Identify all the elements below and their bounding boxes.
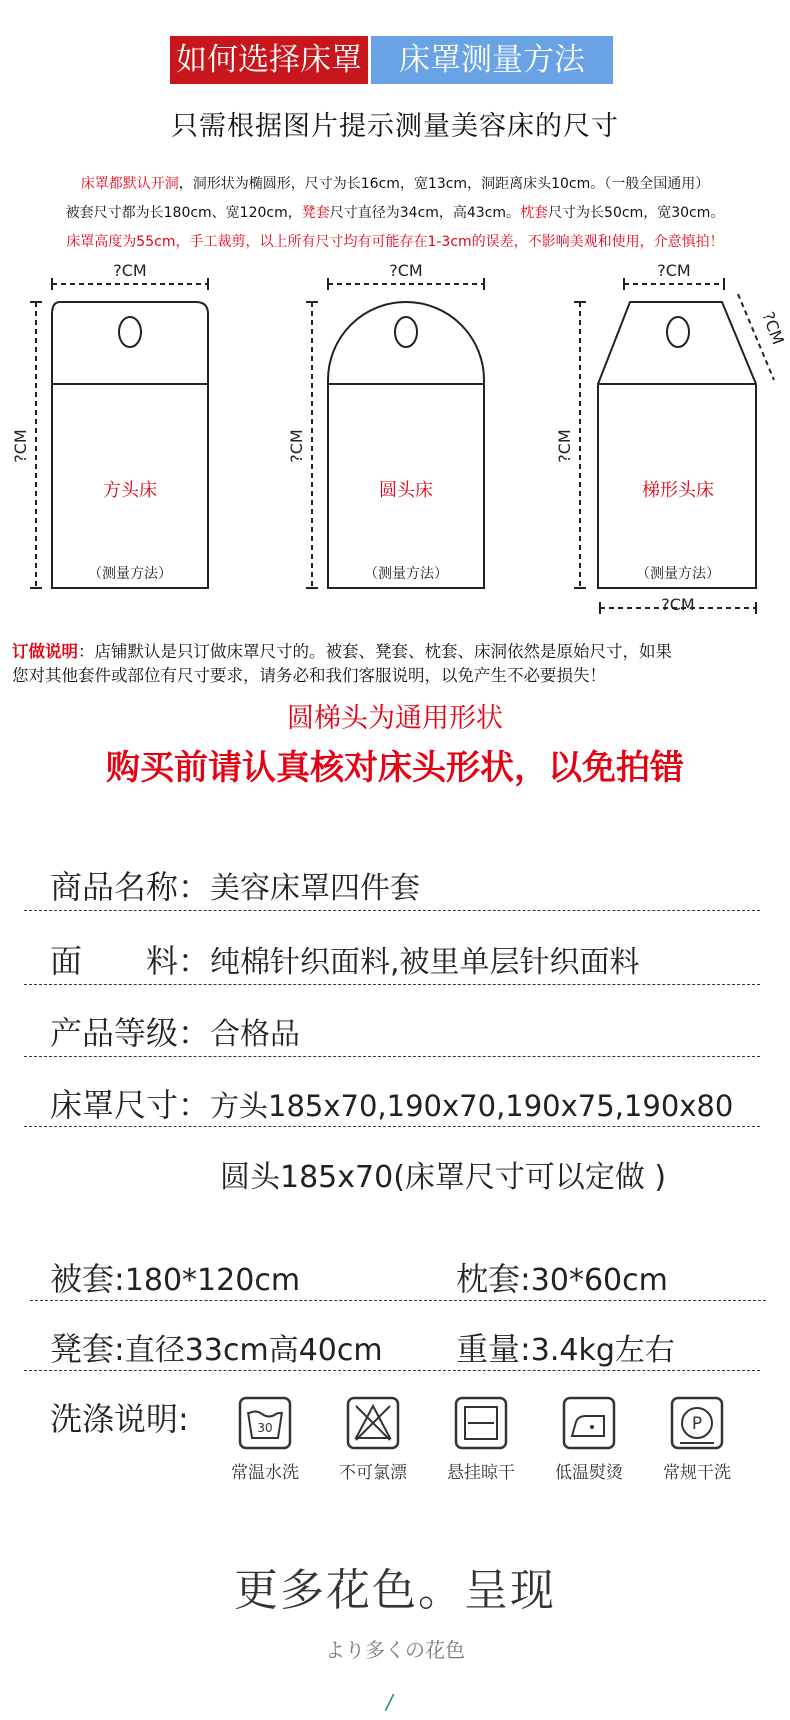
line-dry-icon bbox=[454, 1396, 508, 1454]
note-line-1-text: ，洞形状为椭圆形，尺寸为长16cm，宽13cm，洞距离床头10cm。（一般全国通用） bbox=[178, 176, 710, 192]
spec-size-value-2 bbox=[220, 1152, 666, 1196]
spec-size bbox=[50, 1080, 733, 1126]
spec-grade bbox=[50, 1008, 300, 1054]
spec-weight bbox=[456, 1324, 675, 1370]
note-line-1-highlight: 床罩都默认开洞 bbox=[80, 176, 179, 192]
bed1-width-label: ?CM bbox=[113, 261, 147, 280]
no-bleach-icon bbox=[346, 1396, 400, 1454]
note-line-2-stool: 凳套 bbox=[301, 205, 330, 221]
low-iron-icon bbox=[562, 1396, 616, 1454]
header-tabs bbox=[170, 36, 613, 84]
note-line-2 bbox=[0, 202, 790, 222]
note-line-2-pillow: 枕套 bbox=[520, 205, 549, 221]
page-subtitle: 只需根据图片提示测量美容床的尺寸 bbox=[171, 111, 619, 142]
tab-how-to-choose: 如何选择床罩 bbox=[170, 36, 368, 84]
wash-label-4: 低温熨烫 bbox=[555, 1463, 623, 1483]
spec-pillow bbox=[456, 1254, 668, 1300]
more-colors-subtitle: より多くの花色 bbox=[325, 1638, 465, 1662]
square-bed-shape bbox=[52, 302, 208, 588]
wash-temp-text: 30 bbox=[257, 1421, 273, 1435]
bed-diagrams bbox=[0, 256, 790, 626]
order-text-1: ：店铺默认是只订做床罩尺寸的。被套、凳套、枕套、床洞依然是原始尺寸，如果 bbox=[78, 642, 672, 661]
spec-duvet bbox=[50, 1254, 300, 1300]
spec-grade-label: 产品等级： bbox=[50, 1014, 211, 1052]
note-line-2-c: 尺寸直径为34cm，高43cm。 bbox=[329, 205, 521, 221]
general-shape-note: 圆梯头为通用形状 bbox=[287, 703, 503, 734]
divider bbox=[24, 1370, 760, 1371]
round-bed-hole bbox=[395, 317, 417, 347]
bed2-height-label: ?CM bbox=[287, 429, 306, 463]
divider bbox=[30, 1300, 766, 1301]
spec-duvet-label: 被套: bbox=[50, 1260, 125, 1298]
spec-fabric bbox=[50, 936, 640, 982]
divider bbox=[24, 910, 760, 911]
bed3-height-label: ?CM bbox=[555, 429, 574, 463]
note-line-2-e: 尺寸为长50cm，宽30cm。 bbox=[548, 205, 725, 221]
bed3-method: （测量方法） bbox=[636, 566, 720, 582]
wash-label-3: 悬挂晾干 bbox=[447, 1463, 515, 1483]
bed1-method: （测量方法） bbox=[88, 566, 172, 582]
bed3-slant-label: ?CM bbox=[758, 309, 788, 348]
note-line-3: 床罩高度为55cm，手工裁剪，以上所有尺寸均有可能存在1-3cm的误差，不影响美观和使用，介意慎拍！ bbox=[66, 234, 724, 250]
divider bbox=[24, 1126, 760, 1127]
more-colors-title: 更多花色。呈现 bbox=[234, 1565, 556, 1616]
wash-label-1: 常温水洗 bbox=[231, 1463, 299, 1483]
bed2-name: 圆头床 bbox=[379, 480, 433, 501]
tab-measure-method: 床罩测量方法 bbox=[371, 36, 613, 84]
wash-30-icon bbox=[238, 1396, 292, 1454]
bed1-height-label: ?CM bbox=[11, 429, 30, 463]
bed3-name: 梯形头床 bbox=[642, 480, 714, 501]
spec-fabric-value: 纯棉针织面料,被里单层针织面料 bbox=[210, 945, 640, 980]
order-notice bbox=[12, 640, 782, 688]
order-text-2: 您对其他套件或部位有尺寸要求，请务必和我们客服说明，以免产生不必要损失！ bbox=[12, 666, 606, 685]
divider bbox=[24, 984, 760, 985]
bed3-bottom-width-label: ?CM bbox=[661, 595, 695, 614]
trapezoid-bed-shape bbox=[598, 302, 756, 588]
spec-size-value-2-text: 圆头185x70(床罩尺寸可以定做 ) bbox=[220, 1160, 667, 1195]
spec-stool-value: 直径33cm高40cm bbox=[124, 1333, 383, 1368]
spec-name-label: 商品名称： bbox=[50, 868, 211, 906]
spec-size-value: 方头185x70,190x70,190x75,190x80 bbox=[210, 1089, 734, 1123]
dry-clean-letter: P bbox=[691, 1414, 703, 1434]
divider bbox=[24, 1056, 760, 1057]
spec-duvet-value: 180*120cm bbox=[124, 1263, 301, 1298]
wash-label-5: 常规干洗 bbox=[663, 1463, 731, 1483]
spec-fabric-label: 面 料： bbox=[50, 942, 211, 980]
dry-clean-icon bbox=[670, 1396, 724, 1454]
washing-title: 洗涤说明: bbox=[50, 1400, 189, 1438]
bed-diagrams-svg bbox=[0, 256, 790, 626]
spec-name-value: 美容床罩四件套 bbox=[210, 871, 421, 906]
bed3-width-label: ?CM bbox=[657, 261, 691, 280]
spec-size-label: 床罩尺寸： bbox=[50, 1086, 211, 1124]
note-line-2-a: 被套尺寸都为长180cm、宽120cm， bbox=[65, 205, 302, 221]
spec-pillow-value: 30*60cm bbox=[530, 1263, 668, 1298]
bed2-method: （测量方法） bbox=[364, 566, 448, 582]
trapezoid-bed-hole bbox=[667, 317, 689, 347]
spec-grade-value: 合格品 bbox=[210, 1017, 301, 1052]
order-label: 订做说明 bbox=[12, 642, 78, 661]
bed1-name: 方头床 bbox=[103, 480, 157, 501]
square-bed-hole bbox=[119, 317, 141, 347]
spec-weight-label: 重量: bbox=[456, 1330, 531, 1368]
wash-label-2: 不可氯漂 bbox=[339, 1463, 407, 1483]
spec-stool-label: 凳套: bbox=[50, 1330, 125, 1368]
spec-stool bbox=[50, 1324, 383, 1370]
round-bed-shape bbox=[328, 302, 484, 588]
check-shape-warning: 购买前请认真核对床头形状，以免拍错 bbox=[106, 748, 684, 788]
bed2-width-label: ?CM bbox=[389, 261, 423, 280]
note-line-1 bbox=[0, 173, 790, 193]
spec-weight-value: 3.4kg左右 bbox=[530, 1333, 675, 1368]
more-mark: / bbox=[386, 1690, 393, 1714]
spec-pillow-label: 枕套: bbox=[456, 1260, 531, 1298]
spec-name bbox=[50, 862, 420, 908]
